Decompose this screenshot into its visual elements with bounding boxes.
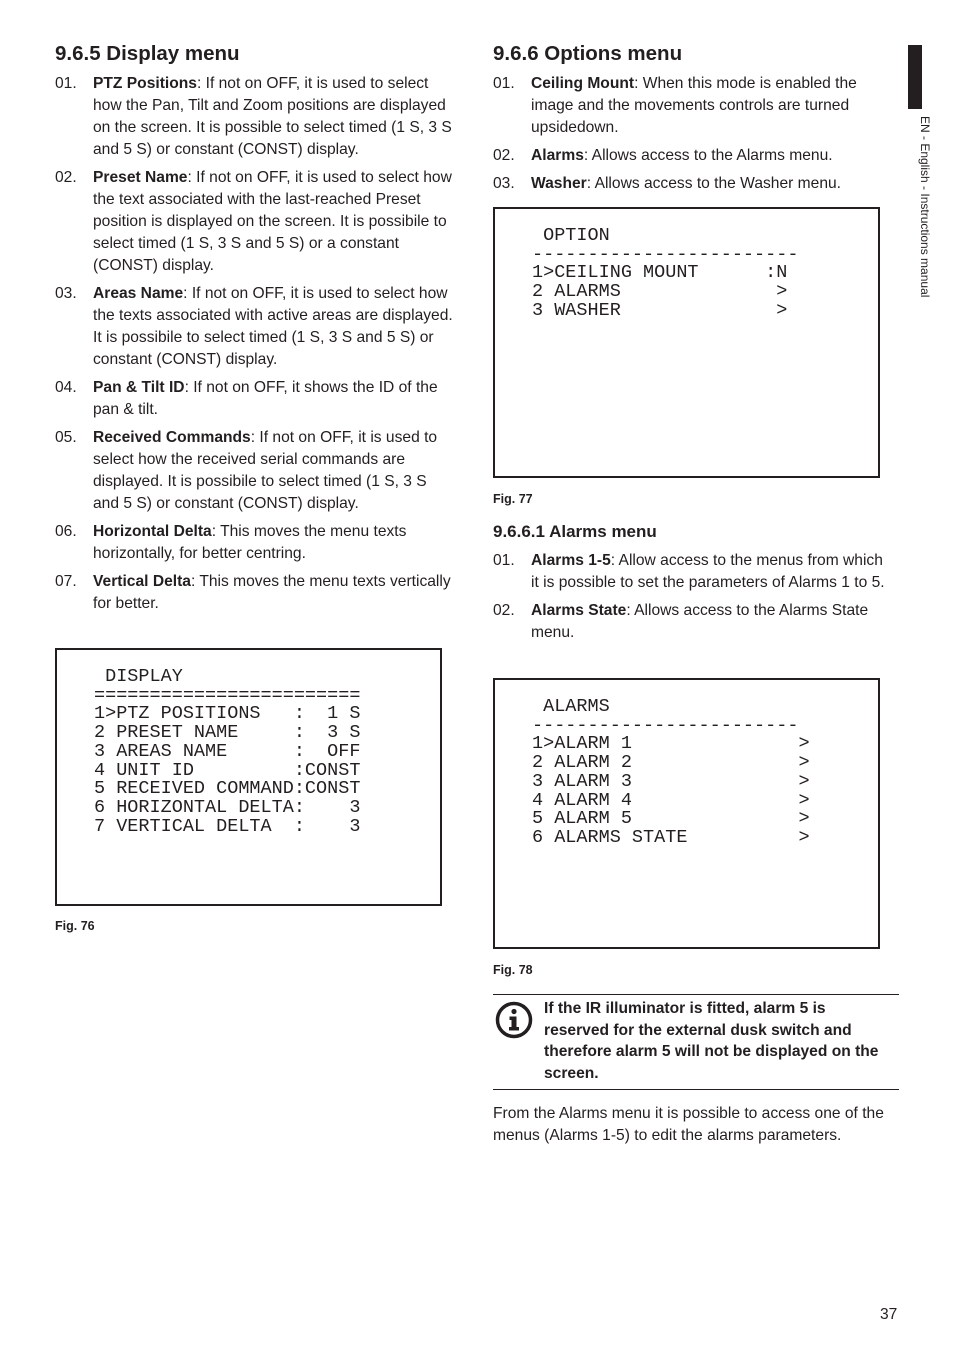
item-text: : Allow access to the menus from which it is possible to set the parameters of Alarms 1 to 5. bbox=[531, 552, 885, 591]
item-term: Horizontal Delta bbox=[93, 523, 212, 540]
list-item bbox=[493, 600, 895, 644]
screen-text: OPTION ------------------------ 1>CEILING MOUNT :N 2 ALARMS > 3 WASHER > bbox=[532, 225, 799, 321]
list-item bbox=[493, 173, 893, 195]
item-text: : If not on OFF, it shows the ID of the pan & tilt. bbox=[93, 379, 438, 418]
item-number: 01. bbox=[493, 75, 515, 92]
info-note bbox=[493, 994, 899, 1090]
list-item bbox=[55, 571, 455, 615]
item-term: Alarms State bbox=[531, 602, 627, 619]
item-term: Ceiling Mount bbox=[531, 75, 635, 92]
item-number: 06. bbox=[55, 523, 77, 540]
item-term: Pan & Tilt ID bbox=[93, 379, 185, 396]
display-menu-heading: 9.6.5 Display menu bbox=[55, 42, 240, 65]
info-icon bbox=[495, 1001, 533, 1039]
list-item bbox=[55, 521, 455, 565]
item-number: 01. bbox=[55, 75, 77, 92]
item-term: Washer bbox=[531, 175, 587, 192]
figure-caption: Fig. 76 bbox=[55, 919, 95, 933]
item-term: Alarms bbox=[531, 147, 584, 164]
list-item bbox=[55, 167, 455, 277]
options-menu-screen bbox=[493, 207, 880, 478]
page-number: 37 bbox=[880, 1306, 898, 1323]
list-item bbox=[493, 73, 893, 139]
item-number: 02. bbox=[55, 169, 77, 186]
display-menu-screen bbox=[55, 648, 442, 906]
list-item bbox=[493, 550, 895, 594]
display-menu-list bbox=[55, 73, 455, 621]
item-term: Preset Name bbox=[93, 169, 188, 186]
item-number: 02. bbox=[493, 147, 515, 164]
alarms-menu-list bbox=[493, 550, 895, 650]
list-item bbox=[55, 283, 455, 371]
options-menu-heading: 9.6.6 Options menu bbox=[493, 42, 683, 65]
item-number: 01. bbox=[493, 552, 515, 569]
item-number: 07. bbox=[55, 573, 77, 590]
item-term: PTZ Positions bbox=[93, 75, 197, 92]
item-term: Alarms 1-5 bbox=[531, 552, 611, 569]
screen-text: DISPLAY ======================== 1>PTZ POSITIONS : 1 S 2 PRESET NAME : 3 S 3 AREAS NAME : OFF 4 UNIT ID :CONST 5 RECEIVED COMMAND:CONST 6 HORIZONTAL DELTA: 3 7 VERTICAL DELTA : 3 bbox=[94, 666, 361, 837]
closing-paragraph: From the Alarms menu it is possible to access one of the menus (Alarms 1-5) to edit the alarms parameters. bbox=[493, 1105, 884, 1144]
figure-caption: Fig. 77 bbox=[493, 492, 533, 506]
screen-text: ALARMS ------------------------ 1>ALARM 1 > 2 ALARM 2 > 3 ALARM 3 > 4 ALARM 4 > 5 ALARM 5 > 6 ALARMS STATE > bbox=[532, 696, 810, 848]
item-text: : If not on OFF, it is used to select how the texts associated with active areas are displayed. It is possibile to select timed (1 S, 3 S and 5 S) or constant (CONST) display. bbox=[93, 285, 453, 368]
list-item bbox=[55, 427, 455, 515]
list-item bbox=[493, 145, 893, 167]
item-number: 05. bbox=[55, 429, 77, 446]
item-term: Received Commands bbox=[93, 429, 251, 446]
item-text: : If not on OFF, it is used to select how the Pan, Tilt and Zoom positions are displayed on the screen. It is possible to select timed (1 S, 3 S and 5 S) or constant (CONST) display. bbox=[93, 75, 452, 158]
section-tab-marker bbox=[908, 45, 922, 109]
item-term: Areas Name bbox=[93, 285, 184, 302]
item-number: 03. bbox=[493, 175, 515, 192]
item-text: : This moves the menu texts horizontally, for better centring. bbox=[93, 523, 407, 562]
item-text: : Allows access to the Washer menu. bbox=[586, 175, 841, 192]
alarms-menu-heading: 9.6.6.1 Alarms menu bbox=[493, 522, 657, 541]
alarms-menu-screen bbox=[493, 678, 880, 949]
list-item bbox=[55, 73, 455, 161]
item-term: Vertical Delta bbox=[93, 573, 191, 590]
options-menu-list bbox=[493, 73, 893, 201]
item-text: : If not on OFF, it is used to select how the received serial commands are displayed. It is possibile to select timed (1 S, 3 S and 5 S) or constant (CONST) display. bbox=[93, 429, 438, 512]
item-text: : When this mode is enabled the image and the movements controls are turned upsidedown. bbox=[531, 75, 857, 136]
item-number: 03. bbox=[55, 285, 77, 302]
item-text: : Allows access to the Alarms State menu. bbox=[531, 602, 869, 641]
note-text: If the IR illuminator is fitted, alarm 5 is reserved for the external dusk switch and therefore alarm 5 will not be displayed on the screen. bbox=[544, 1000, 879, 1083]
item-number: 02. bbox=[493, 602, 515, 619]
item-text: : This moves the menu texts vertically for better. bbox=[93, 573, 451, 612]
list-item bbox=[55, 377, 455, 421]
item-text: : If not on OFF, it is used to select how the text associated with the last-reached Preset position is displayed on the screen. It is possibile to select timed (1 S, 3 S and 5 S) or a constant (CONST) display. bbox=[93, 169, 452, 274]
side-label: EN - English - Instructions manual bbox=[918, 116, 932, 298]
item-text: : Allows access to the Alarms menu. bbox=[583, 147, 833, 164]
figure-caption: Fig. 78 bbox=[493, 963, 533, 977]
item-number: 04. bbox=[55, 379, 77, 396]
